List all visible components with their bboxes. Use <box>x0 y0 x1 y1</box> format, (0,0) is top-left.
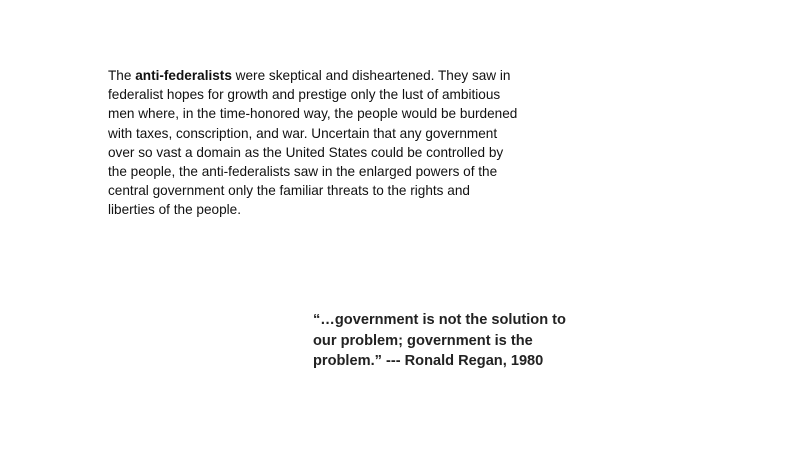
paragraph-body: were skeptical and disheartened. They saw in federalist hopes for growth and prestige only the lust of ambitious men where, in the time-honored way, the people would be burdened with taxes, conscription, and war. Uncertain that any government over so vast a domain as the United States could be controlled by the people, the anti-federalists saw in the enlarged powers of the central government only the familiar threats to the rights and liberties of the people. <box>108 68 518 218</box>
paragraph-lead: The <box>108 68 136 83</box>
anti-federalists-term: anti-federalists <box>135 68 232 83</box>
reagan-quote: “…government is not the solution to our problem; government is the problem.” --- Ronald Regan, 1980 <box>313 312 566 369</box>
anti-federalists-paragraph <box>108 66 518 220</box>
